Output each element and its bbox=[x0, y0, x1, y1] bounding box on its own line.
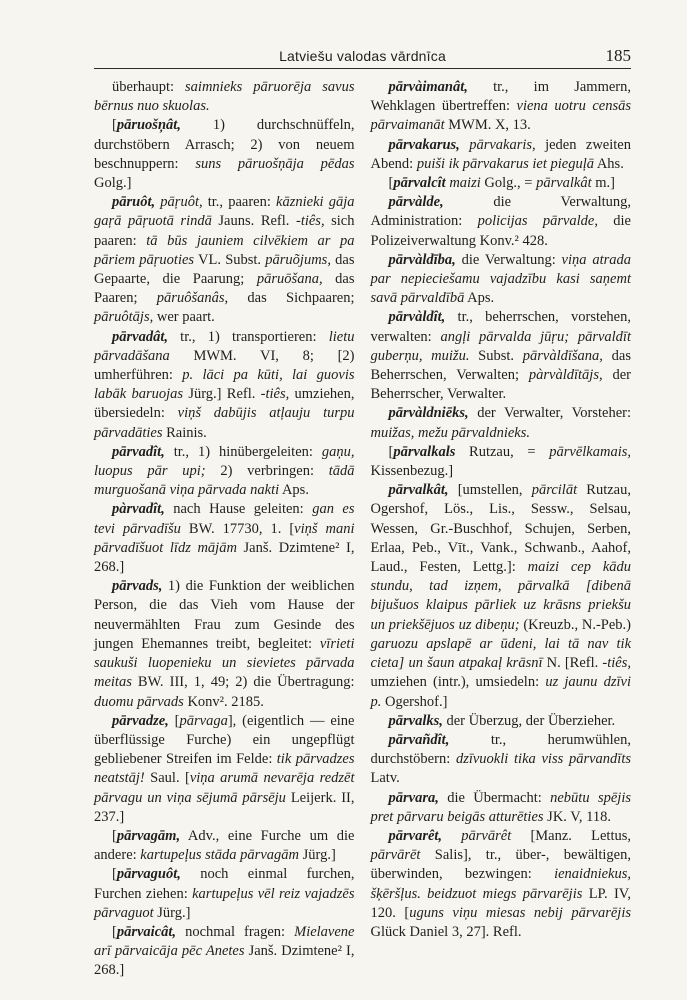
example-text: viena uotru censās pārvaimanāt bbox=[370, 98, 632, 134]
example-text: vīrieti saukuši luopenieku un sievietes pārvada meitas bbox=[94, 635, 355, 691]
entry-headword: pāruošņât, bbox=[116, 117, 181, 134]
entry-text: 2) verbringen: bbox=[205, 463, 329, 480]
entry-text: tr., im Jammern, Wehklagen übertreffen: bbox=[370, 79, 631, 115]
entry-headword: pārvarêt, bbox=[388, 827, 443, 844]
example-text: viņš mani pārvadīšuot līdz mājām bbox=[94, 520, 355, 556]
page-header-title: Latviešu valodas vārdnīca bbox=[279, 48, 446, 64]
example-text: pārvārēt bbox=[370, 847, 421, 864]
example-text: nebūtu spējis pret pārvaru beigās atturēties bbox=[370, 789, 631, 825]
example-text: pārcilāt bbox=[531, 482, 578, 499]
entry-text: Kissenbezug.] bbox=[370, 463, 454, 480]
left-column-text bbox=[94, 78, 355, 981]
dictionary-entry bbox=[94, 923, 355, 981]
example-text: policijas pārvalde, bbox=[477, 213, 598, 230]
example-text: viņa arumā nevarēja redzēt pārvagu un viņa sējumā pārsēju bbox=[94, 770, 355, 806]
entry-text: umziehen, übersiedeln: bbox=[94, 386, 355, 422]
example-text: viņa atrada par nepieciešamu vajadzību kasi saņemt savā pārvaldībā bbox=[370, 251, 631, 307]
entry-text: noch einmal furchen, Furchen ziehen: bbox=[94, 866, 355, 902]
entry-text: Jürg.] Refl. bbox=[183, 386, 261, 403]
entry-text: Rainis. bbox=[162, 424, 207, 441]
entry-text: [ bbox=[112, 923, 117, 940]
entry-text: MWM. X, 13. bbox=[444, 117, 531, 134]
dictionary-entry bbox=[94, 827, 355, 865]
entry-text: das Beherrschen, Verwalten; bbox=[370, 347, 631, 384]
example-text: puiši ik pārvakarus iet pieguļā bbox=[416, 155, 595, 172]
example-text: tik pārvadzes neatstāj! bbox=[94, 751, 355, 787]
entry-headword: pārvagām, bbox=[116, 827, 181, 844]
dictionary-entry bbox=[94, 193, 355, 327]
entry-text: tr., 1) hinübergeleiten: bbox=[164, 443, 322, 460]
example-text: lietu pārvadāšana bbox=[94, 328, 355, 364]
example-text: pārvakaris, bbox=[469, 136, 536, 153]
dictionary-entry bbox=[371, 193, 632, 251]
dictionary-entry bbox=[371, 827, 632, 942]
entry-text: Janš. Dzimtene² I, 268.] bbox=[94, 539, 355, 576]
entry-text: (Kreuzb., N.-Peb.) bbox=[519, 616, 631, 633]
entry-text: Saul. [ bbox=[144, 770, 190, 787]
entry-text: das Sichpaaren; bbox=[228, 290, 355, 307]
example-text: muižas, mežu pārvaldnieks. bbox=[370, 424, 530, 441]
example-text: pàrvàldītājs, bbox=[528, 367, 603, 384]
entry-text: [ bbox=[388, 443, 394, 460]
entry-headword: pārvañdît, bbox=[388, 731, 450, 748]
example-text: pārvēlkamais, bbox=[549, 443, 631, 460]
entry-text: Jauns. Refl. bbox=[211, 213, 296, 230]
entry-headword: pārvads, bbox=[112, 578, 163, 595]
dictionary-entry bbox=[94, 443, 355, 501]
entry-text: Rutzau, Ogershof, Lös., Lis., Sessw., Selsau, Wessen, Gr.-Buschhof, Schujen, Serben, Erlaa, Peb., Vīt., Vank., Schwanb., Aahof, Laud., Festen, Lettg.]: bbox=[370, 482, 631, 576]
example-text: Mielavene arī pārvaicāja pēc Anetes bbox=[94, 923, 355, 960]
example-text: pāruōšana, bbox=[256, 271, 323, 288]
dictionary-entry bbox=[371, 789, 632, 827]
example-text: pāruôšanâs, bbox=[156, 290, 229, 307]
entry-text: Jürg.] bbox=[153, 904, 191, 921]
entry-text: das Gepaarte, die Paarung; bbox=[94, 251, 355, 288]
example-text: ienaidniekus, šķēršļus. beidzuot miegs pārvarējis bbox=[370, 866, 631, 902]
example-text: pārvārêt bbox=[461, 827, 512, 844]
entry-headword: pārvalkals bbox=[393, 443, 456, 460]
example-text: kartupeļus vēl reiz vajadzēs pārvaguot bbox=[94, 885, 355, 921]
dictionary-entry bbox=[371, 481, 632, 711]
entry-headword: pārvadît, bbox=[112, 443, 165, 460]
entry-text: Janš. Dzimtene² I, 268.] bbox=[94, 943, 355, 979]
entry-text: tr., herumwühlen, durchstöbern: bbox=[370, 731, 631, 768]
entry-text bbox=[442, 828, 461, 844]
left-column bbox=[94, 78, 355, 986]
entry-text: BW. III, 1, 49; 2) die Übertragung: bbox=[131, 674, 355, 691]
dictionary-entry bbox=[371, 404, 632, 442]
entry-text: überhaupt: bbox=[112, 79, 186, 95]
dictionary-entry bbox=[371, 78, 632, 136]
example-text: gaņu, luopus pār upi; bbox=[94, 443, 355, 480]
dictionary-entry bbox=[371, 136, 632, 174]
entry-text: ], (eigentlich — eine überflüssige Furche) ein ungepflügt gebliebener Streifen im Felde: bbox=[94, 712, 355, 768]
entry-text: tr., 1) transportieren: bbox=[167, 328, 329, 345]
entry-headword: pārvara, bbox=[388, 789, 439, 806]
dictionary-entry bbox=[371, 251, 632, 309]
dictionary-entry bbox=[371, 308, 632, 404]
entry-text: [ bbox=[112, 866, 117, 883]
page-number: 185 bbox=[605, 46, 631, 65]
entry-text: der Verwalter, Vorsteher: bbox=[468, 405, 631, 422]
text-columns bbox=[94, 78, 631, 986]
entry-text: jeden zweiten Abend: bbox=[370, 136, 631, 172]
entry-text: Latv. bbox=[370, 770, 400, 787]
entry-text: [ bbox=[388, 175, 394, 192]
example-text: maizi cep kādu stundu, tad izņem, pārvalkā [dibenā bijušuos klaipus pārliek uz krāsns priekšu un priekšējuos uz dibeņu; bbox=[370, 559, 632, 633]
entry-text: 1) durchschnüffeln, durchstöbern Arrasch; 2) von neuem beschnuppern: bbox=[94, 117, 355, 172]
example-text: gan es tevi pārvadīšu bbox=[94, 501, 355, 537]
right-column bbox=[371, 78, 632, 986]
dictionary-entry bbox=[94, 116, 355, 193]
entry-text: LP. IV, 120. [ bbox=[370, 885, 632, 921]
example-text: -tiês, bbox=[260, 386, 290, 403]
entry-text: Ahs. bbox=[594, 155, 624, 172]
entry-text: umziehen (intr.), umsiedeln: bbox=[370, 674, 546, 691]
example-text: -tiês, bbox=[295, 213, 325, 230]
entry-headword: pārvalcît bbox=[393, 175, 446, 192]
example-text: pāŗuôt, bbox=[160, 194, 203, 211]
entry-text: 1) die Funktion der weiblichen Person, die das Vieh vom Hause der neuvermählten Frau zum Gesinde des jungen Ehemannes treibt, begleitet: bbox=[94, 578, 355, 652]
example-text: angļi pārvalda jūŗu; pārvaldīt guberņu, muižu. bbox=[370, 328, 631, 364]
dictionary-entry bbox=[94, 78, 355, 116]
entry-text: wer paart. bbox=[153, 309, 215, 326]
example-text: pāruõjums, bbox=[265, 251, 331, 268]
example-text: tādā murguošanā viņa pārvada nakti bbox=[94, 463, 355, 499]
entry-text: Aps. bbox=[464, 290, 495, 307]
entry-text: nochmal fragen: bbox=[176, 923, 295, 940]
entry-headword: pārvàimanât, bbox=[388, 79, 468, 95]
entry-text: JK. V, 118. bbox=[543, 808, 611, 825]
dictionary-entry bbox=[371, 731, 632, 789]
example-text: duomu pārvads bbox=[94, 693, 184, 710]
entry-text: die Polizeiverwaltung Konv.² 428. bbox=[370, 213, 631, 249]
example-text: saimnieks pāruorēja savus bērnus nuo skuolas. bbox=[94, 79, 355, 115]
entry-text: MWM. VI, 8; [2) umherführen: bbox=[94, 347, 355, 384]
example-text: pārvalkât bbox=[536, 175, 592, 192]
entry-text: der Beherrscher, Verwalter. bbox=[370, 367, 631, 403]
entry-headword: pārvalks, bbox=[388, 712, 443, 729]
example-text: kāznieki gāja gaŗā pāŗuotā rindā bbox=[94, 194, 355, 230]
example-text: pārvaga bbox=[179, 712, 228, 729]
example-text: maizi bbox=[449, 175, 481, 192]
entry-text: der Überzug, der Überzieher. bbox=[442, 712, 616, 729]
entry-text: nach Hause geleiten: bbox=[164, 501, 313, 518]
example-text: suns pāruošņāja pēdas bbox=[195, 155, 355, 172]
entry-text: Jürg.] bbox=[298, 847, 336, 864]
entry-text: tr., beherrschen, vorstehen, verwalten: bbox=[370, 309, 631, 345]
entry-headword: pārvàldība, bbox=[388, 251, 456, 268]
entry-text: Aps. bbox=[279, 482, 309, 499]
entry-headword: pārvadze, bbox=[112, 712, 169, 729]
entry-text: [ bbox=[112, 827, 117, 844]
dictionary-entry bbox=[94, 712, 355, 827]
entry-headword: pārvàldniēks, bbox=[388, 405, 469, 422]
entry-text bbox=[460, 137, 469, 153]
dictionary-entry bbox=[94, 577, 355, 711]
example-text: uz jaunu dzīvi p. bbox=[370, 674, 631, 710]
entry-headword: pārvàldît, bbox=[388, 309, 446, 326]
entry-text: Glück Daniel 3, 27]. Refl. bbox=[370, 923, 522, 940]
example-text: garuozu apslapē ar ūdeni, lai tā nav tik cieta] un šaun atpakaļ krāsnī bbox=[370, 635, 631, 672]
entry-text: Adv., eine Furche um die andere: bbox=[94, 827, 355, 864]
entry-text: Subst. bbox=[469, 347, 523, 364]
entry-headword: pārvadât, bbox=[112, 328, 168, 345]
entry-text: Golg., = bbox=[480, 175, 537, 192]
entry-text: Golg.] bbox=[94, 175, 132, 192]
example-text: -tiês, bbox=[602, 655, 631, 672]
example-text: tā būs jauniem cilvēkiem ar pa pāriem pāŗuoties bbox=[94, 232, 355, 268]
dictionary-entry bbox=[94, 328, 355, 443]
entry-text: die Verwaltung, Administration: bbox=[370, 194, 631, 230]
entry-text: Ogershof.] bbox=[381, 693, 448, 710]
example-text: pārvàldīšana, bbox=[522, 347, 603, 364]
dictionary-entry bbox=[371, 174, 632, 193]
entry-text: m.] bbox=[591, 175, 615, 192]
entry-text: Leijerk. II, 237.] bbox=[94, 789, 355, 825]
entry-text: [Manz. Lettus, bbox=[511, 827, 631, 844]
example-text: kartupeļus stāda pārvagām bbox=[140, 847, 299, 864]
entry-text: sich paaren: bbox=[94, 213, 355, 249]
entry-text: die Verwaltung: bbox=[455, 251, 562, 268]
dictionary-entry bbox=[371, 443, 632, 481]
entry-text: [ bbox=[112, 117, 117, 134]
entry-text: VL. Subst. bbox=[194, 251, 266, 268]
entry-text: Konv². 2185. bbox=[183, 693, 264, 710]
entry-text: Rutzau, = bbox=[455, 443, 550, 460]
example-text: p. lāci pa kūti, lai guovis labāk baruojas bbox=[94, 367, 355, 403]
example-text: uguns viņu miesas nebij pārvarējis bbox=[409, 904, 631, 921]
entry-text: [umstellen, bbox=[448, 482, 532, 499]
entry-text: tr., paaren: bbox=[202, 194, 277, 211]
entry-headword: pārvaicât, bbox=[116, 923, 177, 940]
right-column-text bbox=[371, 78, 632, 942]
entry-headword: pàrvadît, bbox=[112, 501, 165, 518]
example-text: viņš dabūjis atļauju turpu pārvadāties bbox=[94, 405, 355, 441]
running-header bbox=[94, 46, 631, 69]
example-text: pāruôtājs, bbox=[94, 309, 154, 326]
entry-headword: pārvaguôt, bbox=[116, 866, 181, 883]
entry-text: BW. 17730, 1. [ bbox=[180, 520, 295, 537]
entry-headword: pāruôt, bbox=[112, 194, 156, 211]
entry-text: das Paaren; bbox=[94, 271, 355, 307]
dictionary-entry bbox=[371, 712, 632, 731]
entry-headword: pārvalkât, bbox=[388, 482, 449, 499]
entry-text: die Übermacht: bbox=[438, 789, 551, 806]
example-text: dzīvuokli tika viss pārvandīts bbox=[455, 751, 631, 768]
entry-text: N. [Refl. bbox=[542, 655, 603, 672]
entry-text: Salis], tr., über-, bewältigen, überwinden, bezwingen: bbox=[370, 847, 631, 883]
entry-headword: pārvàlde, bbox=[388, 194, 444, 211]
entry-headword: pārvakarus, bbox=[388, 136, 460, 153]
dictionary-entry bbox=[94, 865, 355, 923]
dictionary-entry bbox=[94, 500, 355, 577]
entry-text: [ bbox=[168, 712, 180, 729]
